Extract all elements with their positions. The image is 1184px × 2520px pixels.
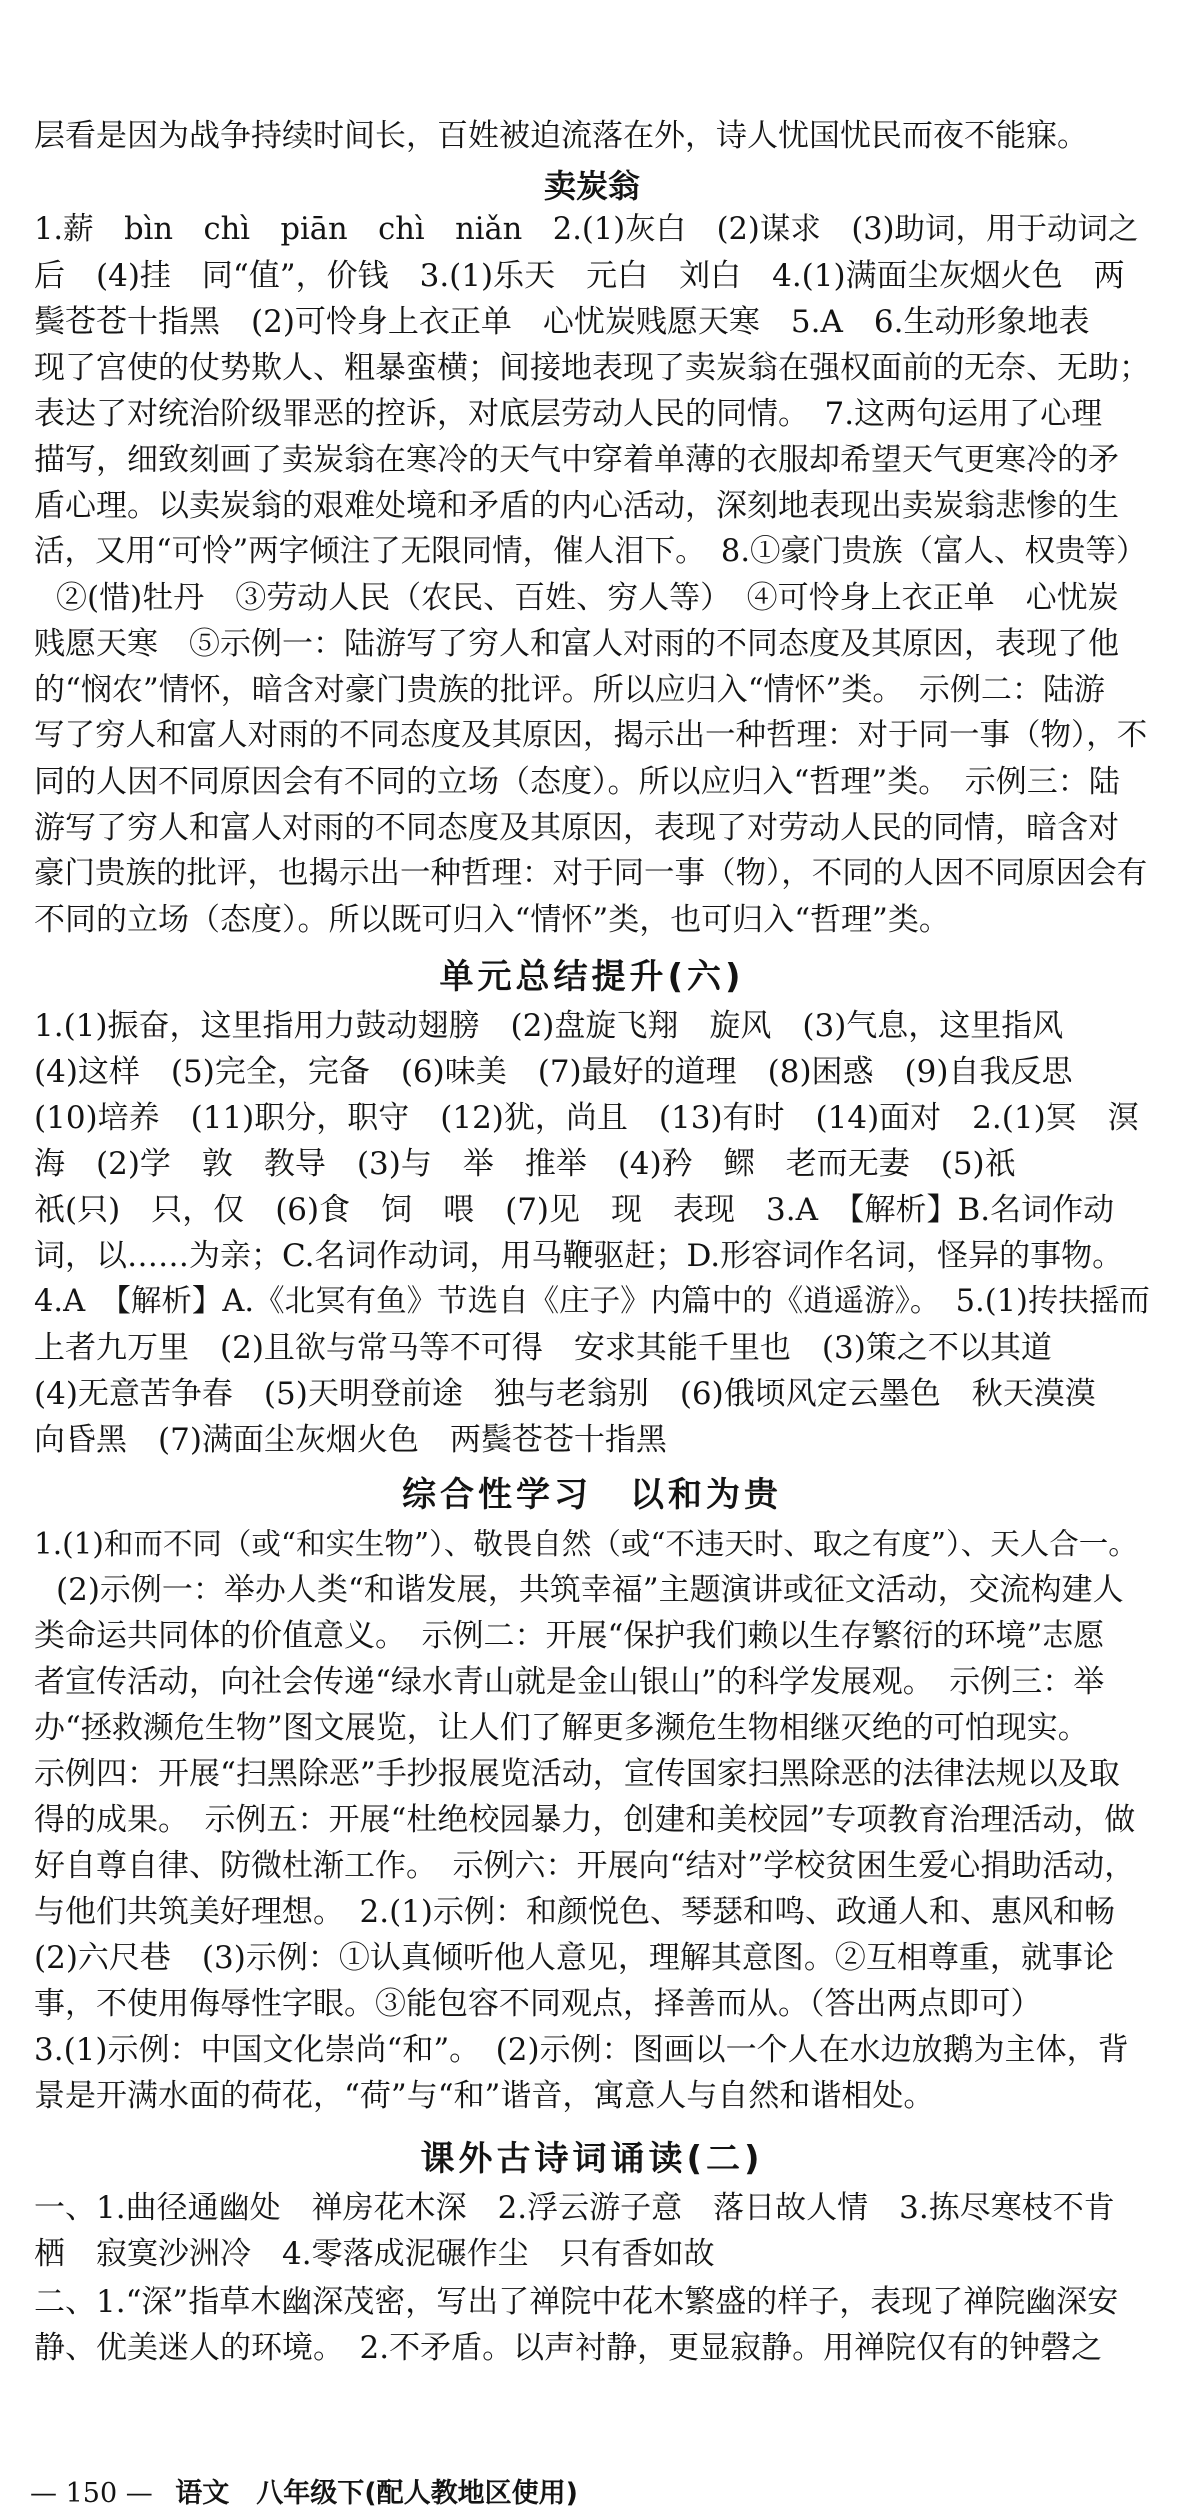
text-line: 向昏黑 (7)满面尘灰烟火色 两鬓苍苍十指黑 [34,1422,667,1458]
text-line: 与他们共筑美好理想。 2.(1)示例：和颜悦色、琴瑟和鸣、政通人和、惠风和畅 [34,1894,1115,1930]
text-line: 词，以……为亲；C.名词作动词，用马鞭驱赶；D.形容词作名词，怪异的事物。 [34,1238,1124,1274]
text-line: 层看是因为战争持续时间长，百姓被迫流落在外，诗人忧国忧民而夜不能寐。 [34,118,1088,154]
text-line: 同的人因不同原因会有不同的立场（态度）。所以应归入“哲理”类。 示例三：陆 [34,764,1120,800]
text-line: 得的成果。 示例五：开展“杜绝校园暴力，创建和美校园”专项教育治理活动，做 [34,1802,1136,1838]
text-line: 静、优美迷人的环境。 2.不矛盾。以声衬静，更显寂静。用禅院仅有的钟磬之 [34,2330,1103,2366]
text-line: 1.(1)振奋，这里指用力鼓动翅膀 (2)盘旋飞翔 旋风 (3)气息，这里指风 [34,1008,1064,1044]
text-line: (10)培养 (11)职分，职守 (12)犹，尚且 (13)有时 (14)面对 2.(1)冥 溟 [34,1100,1139,1136]
page-footer [30,2474,578,2514]
text-line: 4.A 【解析】A.《北冥有鱼》节选自《庄子》内篇中的《逍遥游》。 5.(1)抟扶摇而 [34,1284,1150,1319]
text-line: 类命运共同体的价值意义。 示例二：开展“保护我们赖以生存繁衍的环境”志愿 [34,1618,1105,1654]
text-line: (2)示例一：举办人类“和谐发展，共筑幸福”主题演讲或征文活动，交流构建人 [56,1572,1124,1608]
text-line: 表达了对统治阶级罪恶的控诉，对底层劳动人民的同情。 7.这两句运用了心理 [34,396,1103,432]
text-line: 盾心理。以卖炭翁的艰难处境和矛盾的内心活动，深刻地表现出卖炭翁悲惨的生 [34,488,1119,524]
text-line: 示例四：开展“扫黑除恶”手抄报展览活动，宣传国家扫黑除恶的法律法规以及取 [34,1756,1120,1792]
text-line: (2)六尺巷 (3)示例：①认真倾听他人意见，理解其意图。②互相尊重，就事论 [34,1940,1114,1976]
text-line: 1.薪 bìn chì piān chì niǎn 2.(1)灰白 (2)谋求 (3)助词，用于动词之 [34,212,1139,247]
text-line: 活，又用“可怜”两字倾注了无限同情，催人泪下。 8.①豪门贵族（富人、权贵等） [34,534,1147,569]
text-line: 景是开满水面的荷花，“荷”与“和”谐音，寓意人与自然和谐相处。 [34,2078,935,2114]
text-line: 后 (4)挂 同“值”，价钱 3.(1)乐天 元白 刘白 4.(1)满面尘灰烟火色 两 [34,258,1125,294]
text-line: 1.(1)和而不同（或“和实生物”）、敬畏自然（或“不违天时、取之有度”）、天人合一。 [34,1527,1138,1561]
text-line: 的“悯农”情怀，暗含对豪门贵族的批评。所以应归入“情怀”类。 示例二：陆游 [34,672,1105,708]
text-line: 一、1.曲径通幽处 禅房花木深 2.浮云游子意 落日故人情 3.拣尽寒枝不肯 [34,2190,1115,2226]
text-line: 豪门贵族的批评，也揭示出一种哲理：对于同一事（物），不同的人因不同原因会有 [34,856,1148,891]
book-info: 语文 八年级下(配人教地区使用) [175,2478,578,2509]
text-line: 游写了穷人和富人对雨的不同态度及其原因，表现了对劳动人民的同情，暗含对 [34,810,1119,846]
text-line: 者宣传活动，向社会传递“绿水青山就是金山银山”的科学发展观。 示例三：举 [34,1664,1105,1700]
text-line: 3.(1)示例：中国文化崇尚“和”。 (2)示例：图画以一个人在水边放鹅为主体，背 [34,2032,1129,2068]
text-line: 写了穷人和富人对雨的不同态度及其原因，揭示出一种哲理：对于同一事（物），不 [34,718,1148,753]
section-title-extra-poetry: 课外古诗词诵读(二) [420,2139,764,2179]
section-title-unit-summary: 单元总结提升(六) [439,957,745,997]
text-line: ②(惜)牡丹 ③劳动人民（农民、百姓、穷人等） ④可怜身上衣正单 心忧炭 [56,580,1119,616]
text-line: 不同的立场（态度）。所以既可归入“情怀”类，也可归入“哲理”类。 [34,902,950,938]
text-line: 好自尊自律、防微杜渐工作。 示例六：开展向“结对”学校贫困生爱心捐助活动， [34,1848,1136,1884]
text-line: 祇(只) 只，仅 (6)食 饲 喂 (7)见 现 表现 3.A 【解析】B.名词作动 [34,1192,1115,1228]
text-line: (4)无意苦争春 (5)天明登前途 独与老翁别 (6)俄顷风定云墨色 秋天漠漠 [34,1376,1096,1412]
text-line: 描写，细致刻画了卖炭翁在寒冷的天气中穿着单薄的衣服却希望天气更寒冷的矛 [34,442,1119,478]
text-line: 办“拯救濒危生物”图文展览，让人们了解更多濒危生物相继灭绝的可怕现实。 [34,1710,1089,1746]
text-line: 现了宫使的仗势欺人、粗暴蛮横；间接地表现了卖炭翁在强权面前的无奈、无助； [34,350,1150,386]
text-line: 贱愿天寒 ⑤示例一：陆游写了穷人和富人对雨的不同态度及其原因，表现了他 [34,626,1119,662]
text-line: 事，不使用侮辱性字眼。③能包容不同观点，择善而从。（答出两点即可） [34,1986,1042,2022]
text-line: 栖 寂寞沙洲冷 4.零落成泥碾作尘 只有香如故 [34,2236,715,2272]
text-line: 海 (2)学 敦 教导 (3)与 举 推举 (4)矜 鳏 老而无妻 (5)祇 [34,1146,1016,1182]
text-line: 二、1.“深”指草木幽深茂密，写出了禅院中花木繁盛的样子，表现了禅院幽深安 [34,2284,1119,2320]
text-line: (4)这样 (5)完全，完备 (6)味美 (7)最好的道理 (8)困惑 (9)自我反思 [34,1054,1073,1090]
text-line: 上者九万里 (2)且欲与常马等不可得 安求其能千里也 (3)策之不以其道 [34,1330,1052,1366]
section-title-comprehensive-learning: 综合性学习 以和为贵 [402,1475,782,1515]
section-title-maitanweng: 卖炭翁 [543,167,640,205]
text-line: 鬓苍苍十指黑 (2)可怜身上衣正单 心忧炭贱愿天寒 5.A 6.生动形象地表 [34,304,1090,340]
page-number: — 150 — [30,2478,153,2509]
